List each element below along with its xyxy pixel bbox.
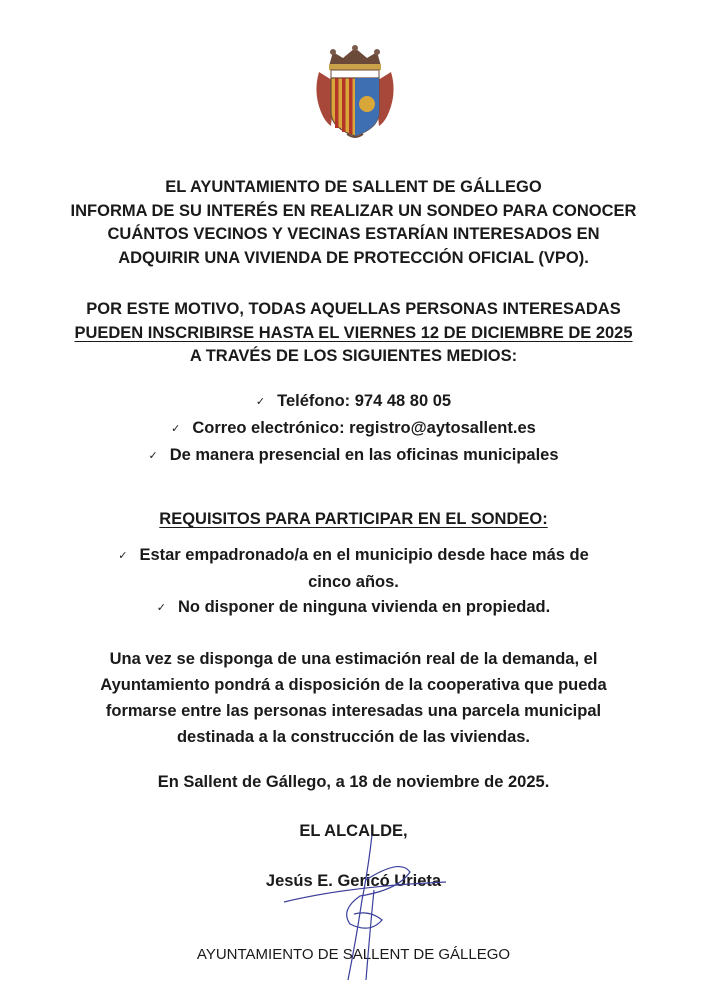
closing-line: Ayuntamiento pondrá a disposición de la cooperativa que pueda <box>100 676 607 694</box>
requirements-list <box>0 543 707 622</box>
method-phone: ✓ Teléfono: 974 48 80 05 <box>255 392 452 410</box>
requirement-item: ✓ Estar empadronado/a en el municipio desde hace más de <box>118 546 589 564</box>
requirements-title: REQUISITOS PARA PARTICIPAR EN EL SONDEO: <box>159 510 548 528</box>
header-line: INFORMA DE SU INTERÉS EN REALIZAR UN SONDEO PARA CONOCER <box>70 201 637 220</box>
signer-name: Jesús E. Gericó Urieta <box>265 872 442 890</box>
registration-deadline: PUEDEN INSCRIBIRSE HASTA EL VIERNES 12 DE DICIEMBRE DE 2025 <box>74 323 633 342</box>
closing-line: formarse entre las personas interesadas una parcela municipal <box>105 702 602 720</box>
requirement-item-continued: cinco años. <box>308 573 399 591</box>
check-icon: ✓ <box>156 602 166 614</box>
coat-of-arms-icon <box>311 42 399 142</box>
announcement-header <box>0 176 707 270</box>
registration-line: POR ESTE MOTIVO, TODAS AQUELLAS PERSONAS INTERESADAS <box>86 300 621 318</box>
method-in-person: ✓ De manera presencial en las oficinas municipales <box>148 446 559 464</box>
closing-paragraph <box>0 646 707 750</box>
signer-role: EL ALCALDE, <box>299 822 408 840</box>
method-email: ✓ Correo electrónico: registro@aytosallent.es <box>171 419 536 437</box>
closing-line: Una vez se disponga de una estimación real de la demanda, el <box>109 650 598 668</box>
check-icon: ✓ <box>171 423 181 435</box>
check-icon: ✓ <box>255 396 266 408</box>
registration-methods <box>0 389 707 470</box>
registration-section <box>0 298 707 369</box>
place-date: En Sallent de Gállego, a 18 de noviembre de 2025. <box>157 773 550 791</box>
header-line: CUÁNTOS VECINOS Y VECINAS ESTARÍAN INTERESADOS EN <box>107 225 600 243</box>
header-line: ADQUIRIR UNA VIVIENDA DE PROTECCIÓN OFICIAL (VPO). <box>118 248 589 267</box>
registration-line: A TRAVÉS DE LOS SIGUIENTES MEDIOS: <box>189 347 518 365</box>
institution-footer: AYUNTAMIENTO DE SALLENT DE GÁLLEGO <box>196 946 511 963</box>
check-icon: ✓ <box>118 550 128 562</box>
requirement-item: ✓ No disponer de ninguna vivienda en propiedad. <box>156 598 551 616</box>
closing-line: destinada a la construcción de las viviendas. <box>176 728 531 746</box>
check-icon: ✓ <box>148 450 158 462</box>
header-line: EL AYUNTAMIENTO DE SALLENT DE GÁLLEGO <box>165 178 542 196</box>
